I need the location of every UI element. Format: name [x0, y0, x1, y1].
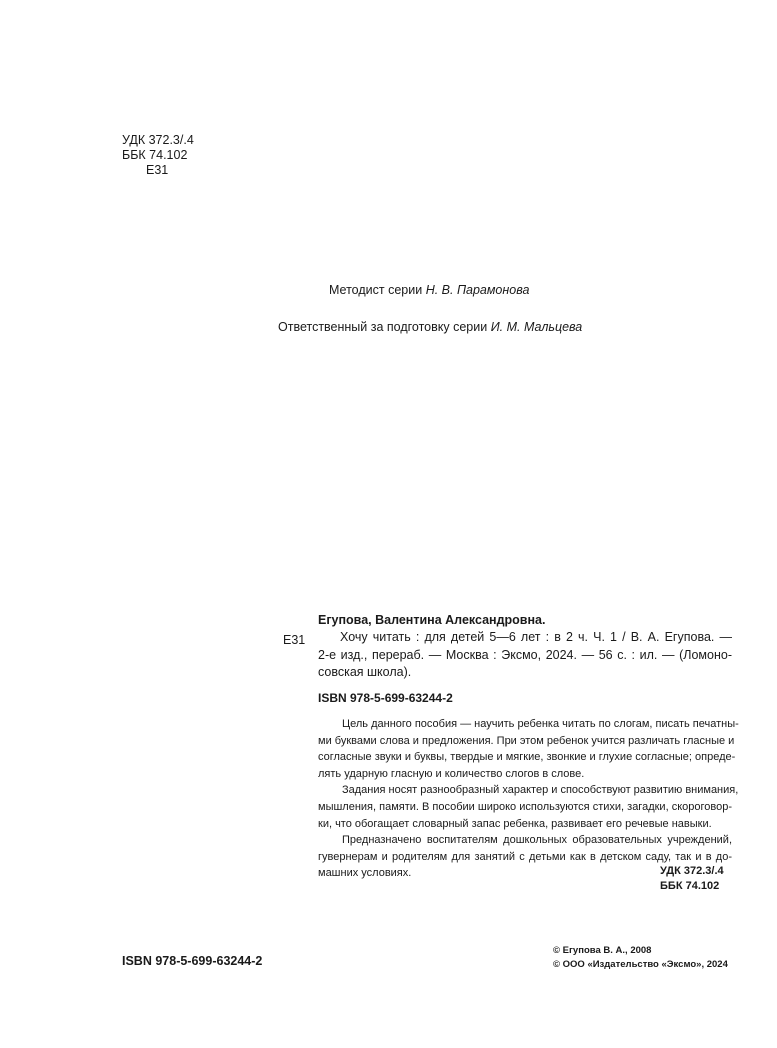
responsible-label: Ответственный за подготовку серии — [278, 320, 488, 334]
bottom-classification-block — [660, 864, 724, 894]
copyright-block — [553, 944, 728, 972]
annotation — [318, 716, 739, 882]
responsible-name: И. М. Мальцева — [490, 320, 583, 334]
footer-isbn: ISBN 978-5-699-63244-2 — [122, 954, 263, 968]
annotation-line: согласные звуки и буквы, твердые и мягкие, звонкие и глухие согласные; опреде- — [318, 751, 736, 764]
catalog-description — [318, 629, 732, 681]
catalog-line: 2-е изд., перераб. — Москва : Эксмо, 2024. — 56 с. : ил. — (Ломоно- — [318, 647, 732, 662]
udk-code-bottom: УДК 372.3/.4 — [660, 865, 724, 877]
copyright-author: © Егупова В. А., 2008 — [553, 945, 652, 956]
annotation-line: ки, что обогащает словарный запас ребенка, развивает его речевые навыки. — [318, 817, 712, 830]
annotation-line: мышления, памяти. В пособии широко используются стихи, загадки, скороговор- — [318, 800, 732, 813]
methodist-name: Н. В. Парамонова — [425, 283, 530, 297]
catalog-line: совская школа). — [318, 665, 412, 680]
bbk-code: ББК 74.102 — [122, 148, 188, 162]
udk-code: УДК 372.3/.4 — [122, 133, 194, 147]
top-classification-block — [122, 133, 194, 178]
annotation-line: ми буквами слова и предложения. При этом ребенок учится различать гласные и — [318, 734, 735, 747]
annotation-line: Цель данного пособия — научить ребенка читать по слогам, писать печатны- — [342, 718, 739, 730]
methodist-credit — [329, 283, 529, 298]
bbk-code-bottom: ББК 74.102 — [660, 880, 720, 892]
catalog-isbn: ISBN 978-5-699-63244-2 — [318, 690, 453, 705]
methodist-label: Методист серии — [329, 283, 423, 297]
annotation-line: машних условиях. — [318, 867, 412, 880]
annotation-line: Предназначено воспитателям дошкольных образовательных учреждений, — [342, 834, 732, 847]
annotation-line: гувернерам и родителям для занятий с детьми как в детском саду, так и в до- — [318, 850, 732, 863]
annotation-line: Задания носят разнообразный характер и способствуют развитию внимания, — [342, 784, 739, 797]
author-sign-code: Е31 — [146, 163, 169, 177]
responsible-credit — [278, 320, 582, 335]
annotation-line: лять ударную гласную и количество слогов в слове. — [318, 767, 585, 780]
catalog-entry — [283, 612, 732, 707]
copyright-publisher: © ООО «Издательство «Эксмо», 2024 — [553, 959, 728, 970]
catalog-line: Хочу читать : для детей 5—6 лет : в 2 ч. Ч. 1 / В. А. Егупова. — — [340, 630, 732, 645]
catalog-author: Егупова, Валентина Александровна. — [318, 613, 546, 627]
catalog-code: Е31 — [283, 633, 306, 647]
